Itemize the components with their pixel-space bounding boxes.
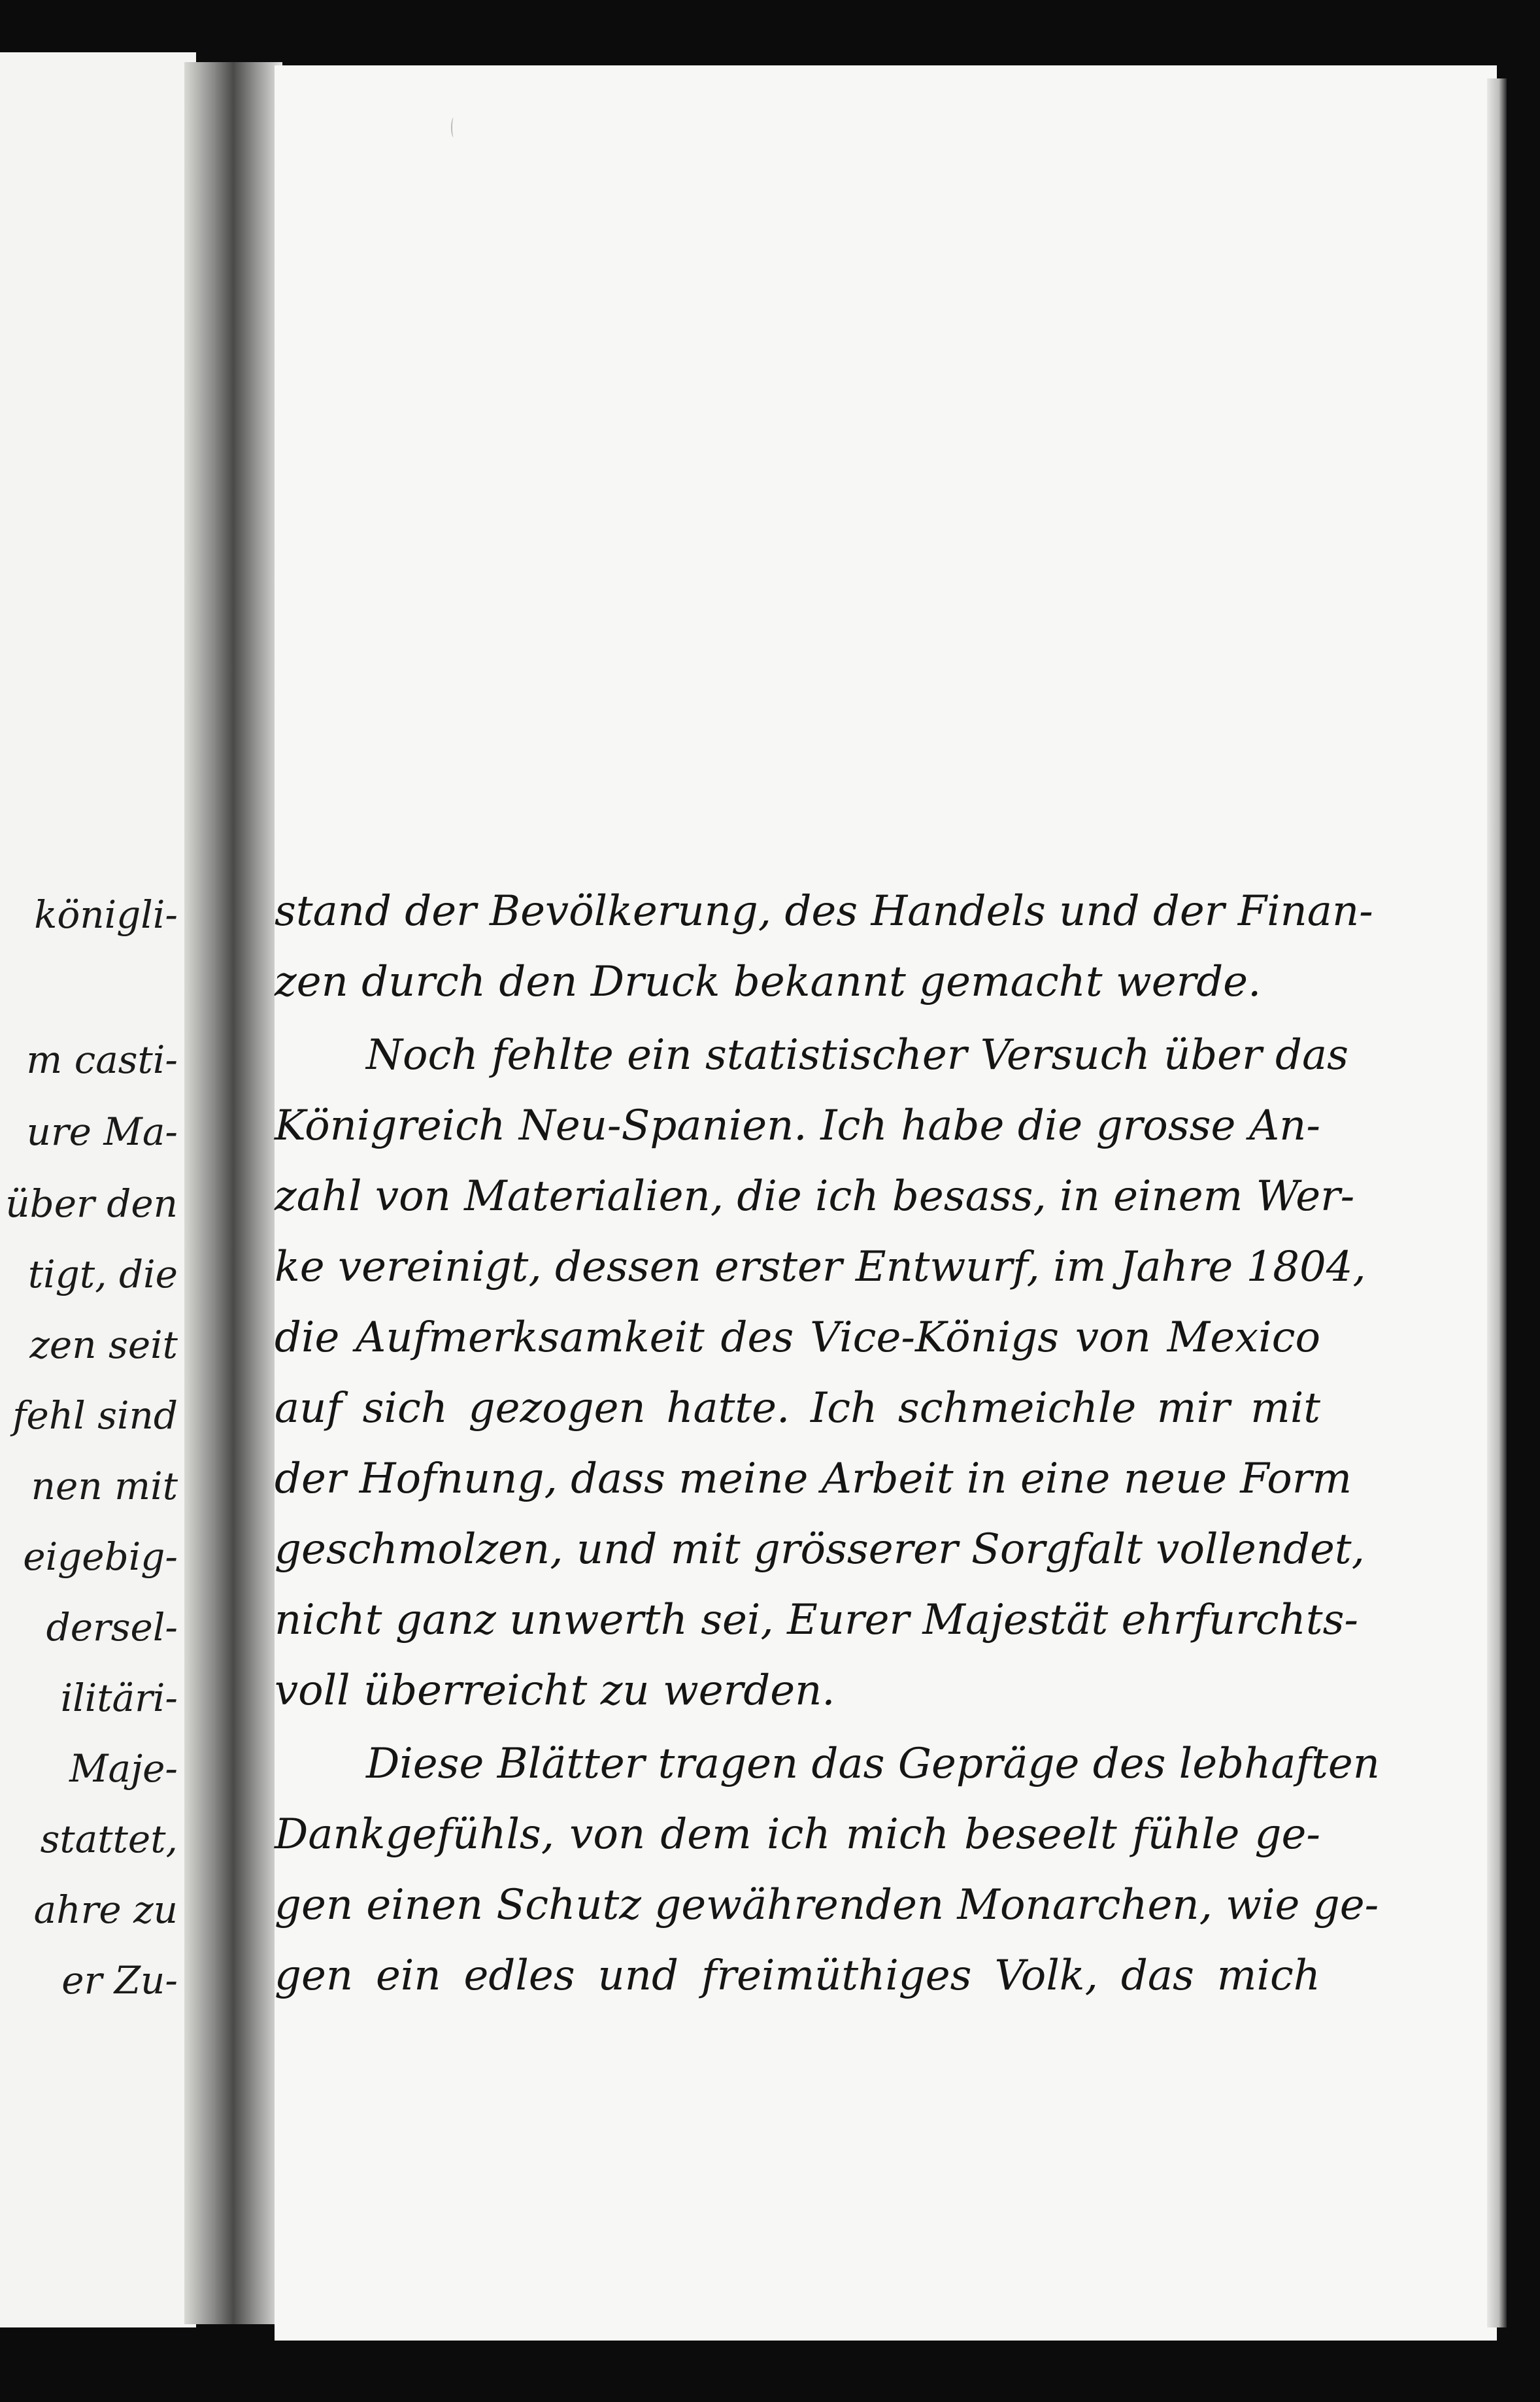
left-page-line: er Zu-	[61, 1958, 178, 2003]
left-page-line: nen mit	[31, 1464, 178, 1508]
paragraph	[275, 1020, 1366, 1726]
text-line: die Aufmerksamkeit des Vice-Königs von Mexico	[275, 1313, 1320, 1362]
left-page-line: m casti-	[26, 1038, 178, 1082]
text-line: gen ein edles und freimüthiges Volk, das mich	[275, 1952, 1320, 2000]
text-line: nicht ganz unwerth sei, Eurer Majestät ehrfurchts-	[275, 1596, 1359, 1644]
paper-speck	[451, 118, 456, 137]
left-page-line: eigebig-	[23, 1534, 178, 1579]
left-page-line: ure Ma-	[26, 1109, 178, 1154]
text-line: Noch fehlte ein statistischer Versuch über das	[366, 1031, 1348, 1079]
text-line: ke vereinigt, dessen erster Entwurf, im Jahre 1804,	[275, 1243, 1366, 1291]
book-gutter	[184, 62, 282, 2324]
left-page-line: tigt, die	[27, 1252, 178, 1296]
left-page-line: ahre zu	[33, 1887, 178, 1932]
text-line: Diese Blätter tragen das Gepräge des lebhaften	[366, 1740, 1380, 1788]
text-line: Dankgefühls, von dem ich mich beseelt fühle ge-	[275, 1810, 1320, 1859]
left-page-line: fehl sind	[12, 1393, 178, 1438]
paragraph	[275, 1729, 1380, 2011]
main-text-block	[275, 876, 1380, 2011]
left-page-line: über den	[5, 1181, 178, 1226]
left-page-line: ilitäri-	[60, 1676, 178, 1720]
page-edge	[1487, 78, 1507, 2327]
text-line: geschmolzen, und mit grösserer Sorgfalt vollendet,	[275, 1525, 1365, 1574]
left-page-line: dersel-	[46, 1605, 178, 1649]
text-line: Königreich Neu-Spanien. Ich habe die grosse An-	[275, 1102, 1320, 1150]
left-page-line: stattet,	[40, 1817, 178, 1861]
left-page-line: Maje-	[69, 1746, 178, 1791]
left-page-line: königli-	[34, 892, 178, 937]
paragraph	[275, 876, 1373, 1017]
text-line: voll überreicht zu werden.	[275, 1666, 835, 1715]
text-line: zen durch den Druck bekannt gemacht werde.	[275, 958, 1262, 1006]
text-line: zahl von Materialien, die ich besass, in einem Wer-	[275, 1172, 1355, 1221]
left-page-fragment	[0, 52, 196, 2327]
text-line: auf sich gezogen hatte. Ich schmeichle mir mit	[275, 1384, 1320, 1432]
text-line: stand der Bevölkerung, des Handels und der Finan-	[275, 887, 1373, 936]
left-page-line: zen seit	[29, 1323, 178, 1367]
text-line: der Hofnung, dass meine Arbeit in eine neue Form	[275, 1455, 1352, 1503]
text-line: gen einen Schutz gewährenden Monarchen, wie ge-	[275, 1881, 1379, 1929]
